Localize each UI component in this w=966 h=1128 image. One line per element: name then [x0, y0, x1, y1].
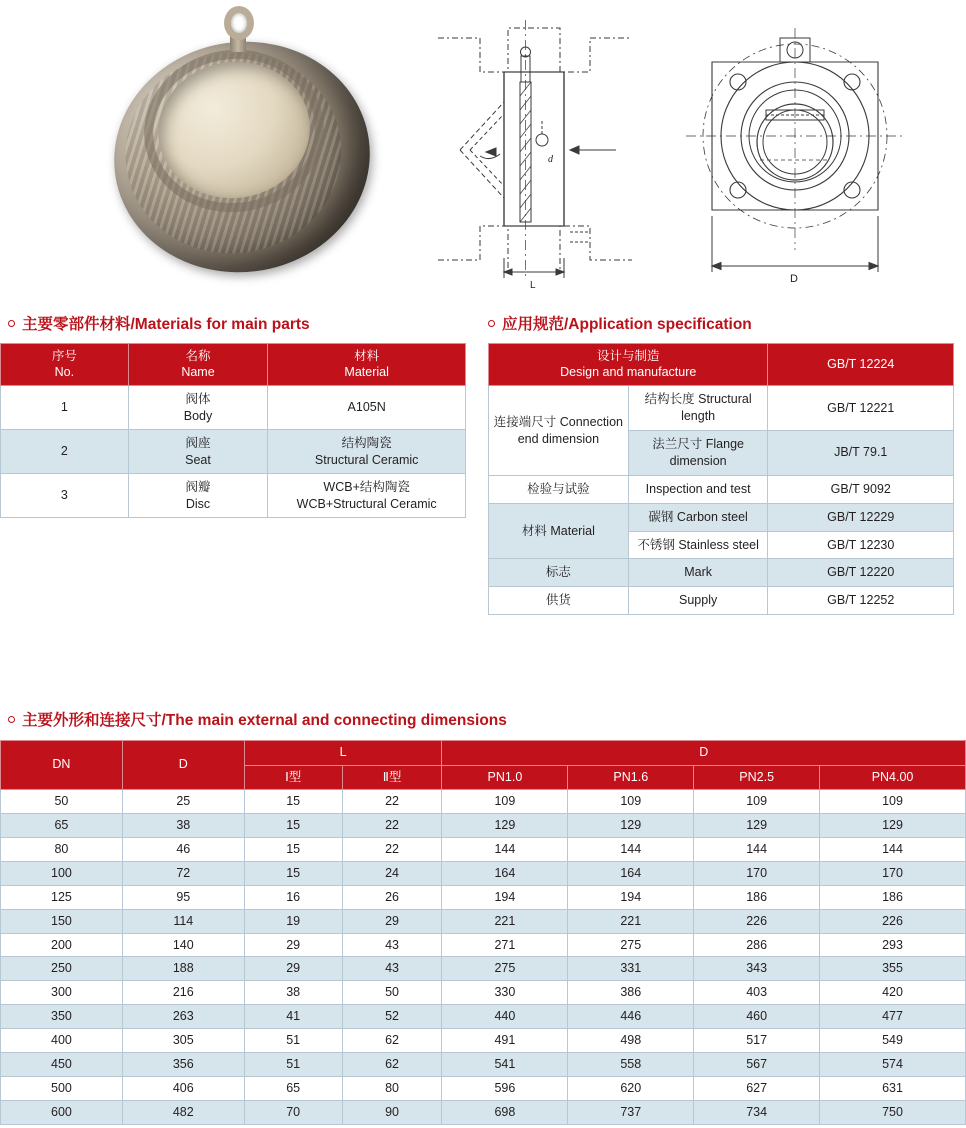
cell-flange-standard: JB/T 79.1 — [768, 431, 954, 476]
cell-material-cn: A105N — [347, 400, 386, 415]
cell-pn10: 129 — [442, 814, 568, 838]
cell-l-type2: 43 — [342, 957, 442, 981]
cell-l-type2: 22 — [342, 814, 442, 838]
dimensions-table — [0, 740, 966, 1125]
header-l-type2: Ⅱ型 — [342, 765, 442, 790]
application-heading-text: 应用规范/Application specification — [502, 316, 752, 333]
cell-l-type2: 52 — [342, 1005, 442, 1029]
cell-pn25: 460 — [694, 1005, 820, 1029]
cell-material-en: WCB+Structural Ceramic — [296, 496, 437, 511]
cell-no: 3 — [1, 474, 129, 518]
cell-name-cn: 阀瓣 — [185, 479, 211, 494]
table-row — [1, 790, 966, 814]
section-dim-d-label: d — [548, 154, 553, 165]
header-dn: DN — [1, 741, 123, 790]
cell-dn: 200 — [1, 933, 123, 957]
application-specification-table — [488, 343, 954, 615]
header-d-small: D — [122, 741, 244, 790]
cell-l-type2: 24 — [342, 861, 442, 885]
cell-l-type2: 43 — [342, 933, 442, 957]
table-row — [1, 981, 966, 1005]
dimensions-section-heading — [8, 708, 507, 730]
cell-mark-en: Mark — [628, 559, 768, 587]
cell-l-type1: 41 — [244, 1005, 342, 1029]
table-row — [1, 386, 466, 430]
cell-d-small: 216 — [122, 981, 244, 1005]
cell-pn16: 275 — [568, 933, 694, 957]
cell-pn40: 144 — [820, 838, 966, 862]
cell-d-small: 188 — [122, 957, 244, 981]
cell-pn25: 403 — [694, 981, 820, 1005]
header-name — [128, 344, 268, 386]
header-design-en: Design and manufacture — [560, 364, 697, 379]
cell-pn25: 186 — [694, 885, 820, 909]
cell-pn16: 446 — [568, 1005, 694, 1029]
cell-d-small: 95 — [122, 885, 244, 909]
section-drawing — [420, 10, 650, 295]
cell-flange-dimension — [628, 431, 768, 476]
cell-l-type2: 22 — [342, 790, 442, 814]
cell-pn16: 129 — [568, 814, 694, 838]
cell-connection-en: Connection end dimension — [517, 414, 623, 446]
cell-d-small: 140 — [122, 933, 244, 957]
table-row — [1, 474, 466, 518]
cell-pn40: 420 — [820, 981, 966, 1005]
cell-carbon-en: Carbon steel — [676, 509, 748, 524]
cell-material — [268, 430, 466, 474]
cell-l-type1: 15 — [244, 790, 342, 814]
dimensions-heading-text: 主要外形和连接尺寸/The main external and connecting dimensions — [22, 712, 507, 729]
cell-dn: 400 — [1, 1029, 123, 1053]
cell-l-type2: 29 — [342, 909, 442, 933]
table-row — [1, 933, 966, 957]
cell-pn40: 170 — [820, 861, 966, 885]
cell-stainless-standard: GB/T 12230 — [768, 531, 954, 559]
cell-pn40: 574 — [820, 1052, 966, 1076]
cell-l-type2: 62 — [342, 1029, 442, 1053]
cell-inspection-cn: 检验与试验 — [489, 475, 629, 503]
cell-carbon-standard: GB/T 12229 — [768, 503, 954, 531]
table-row — [1, 1100, 966, 1124]
cell-pn16: 221 — [568, 909, 694, 933]
cell-flange-en: Flange dimension — [669, 437, 744, 468]
cell-pn16: 144 — [568, 838, 694, 862]
section-dim-L-label: L — [530, 280, 536, 290]
header-no — [1, 344, 129, 386]
product-images — [0, 0, 966, 292]
cell-pn10: 194 — [442, 885, 568, 909]
cell-pn10: 109 — [442, 790, 568, 814]
cell-pn16: 386 — [568, 981, 694, 1005]
cell-mark-standard: GB/T 12220 — [768, 559, 954, 587]
cell-dn: 125 — [1, 885, 123, 909]
header-pn25: PN2.5 — [694, 765, 820, 790]
cell-dn: 150 — [1, 909, 123, 933]
cell-structural-cn: 结构长度 — [644, 392, 695, 407]
cell-pn25: 129 — [694, 814, 820, 838]
cell-l-type1: 15 — [244, 838, 342, 862]
cell-pn25: 627 — [694, 1076, 820, 1100]
table-row — [1, 909, 966, 933]
cell-connection-end — [489, 386, 629, 476]
cell-pn40: 355 — [820, 957, 966, 981]
header-d-group: D — [442, 741, 966, 766]
cell-name — [128, 386, 268, 430]
cell-dn: 350 — [1, 1005, 123, 1029]
cell-dn: 250 — [1, 957, 123, 981]
header-l-group: L — [244, 741, 442, 766]
table-header-row — [489, 344, 954, 386]
header-material-cn: 材料 — [354, 349, 380, 363]
cell-pn10: 144 — [442, 838, 568, 862]
cell-name-cn: 阀体 — [185, 391, 211, 406]
table-row — [1, 1029, 966, 1053]
cell-l-type1: 16 — [244, 885, 342, 909]
cell-pn16: 164 — [568, 861, 694, 885]
table-row — [1, 814, 966, 838]
header-pn40: PN4.00 — [820, 765, 966, 790]
cell-dn: 600 — [1, 1100, 123, 1124]
cell-dn: 300 — [1, 981, 123, 1005]
cell-structural-en: Structural length — [681, 392, 752, 424]
cell-pn25: 517 — [694, 1029, 820, 1053]
front-dim-D-label: D — [790, 273, 798, 285]
table-row — [1, 430, 466, 474]
front-view-drawing — [660, 10, 930, 295]
cell-material-cn: WCB+结构陶瓷 — [323, 479, 410, 494]
cell-stainless-en: Stainless steel — [678, 537, 759, 552]
cell-pn10: 541 — [442, 1052, 568, 1076]
cell-l-type2: 62 — [342, 1052, 442, 1076]
header-name-cn: 名称 — [185, 349, 211, 363]
cell-l-type2: 22 — [342, 838, 442, 862]
cell-pn16: 558 — [568, 1052, 694, 1076]
cell-material — [489, 503, 629, 559]
table-header-row — [1, 344, 466, 386]
cell-pn10: 221 — [442, 909, 568, 933]
cell-stainless-steel — [628, 531, 768, 559]
cell-connection-cn: 连接端尺寸 — [493, 414, 557, 429]
table-row — [489, 559, 954, 587]
cell-pn40: 750 — [820, 1100, 966, 1124]
cell-pn16: 109 — [568, 790, 694, 814]
table-row — [1, 957, 966, 981]
cell-no: 2 — [1, 430, 129, 474]
cell-name — [128, 474, 268, 518]
header-l-type1: Ⅰ型 — [244, 765, 342, 790]
bullet-icon — [488, 320, 495, 327]
cell-pn25: 343 — [694, 957, 820, 981]
table-row — [489, 587, 954, 615]
cell-material — [268, 386, 466, 430]
cell-d-small: 38 — [122, 814, 244, 838]
cell-l-type1: 65 — [244, 1076, 342, 1100]
cell-pn10: 596 — [442, 1076, 568, 1100]
cell-pn10: 271 — [442, 933, 568, 957]
materials-section-heading — [8, 312, 310, 334]
header-design-standard — [768, 344, 954, 386]
cell-pn40: 109 — [820, 790, 966, 814]
cell-material — [268, 474, 466, 518]
table-header-row — [1, 741, 966, 766]
cell-d-small: 263 — [122, 1005, 244, 1029]
cell-dn: 65 — [1, 814, 123, 838]
cell-pn40: 186 — [820, 885, 966, 909]
table-row — [489, 386, 954, 431]
header-design-manufacture — [489, 344, 768, 386]
header-material — [268, 344, 466, 386]
cell-d-small: 305 — [122, 1029, 244, 1053]
cell-d-small: 406 — [122, 1076, 244, 1100]
cell-stainless-cn: 不锈钢 — [637, 537, 675, 552]
header-pn16: PN1.6 — [568, 765, 694, 790]
cell-d-small: 356 — [122, 1052, 244, 1076]
cell-name-en: Seat — [185, 452, 211, 467]
cell-pn25: 109 — [694, 790, 820, 814]
cell-pn25: 567 — [694, 1052, 820, 1076]
header-material-en: Material — [344, 364, 389, 379]
valve-photo — [96, 0, 396, 290]
cell-pn40: 129 — [820, 814, 966, 838]
cell-pn25: 144 — [694, 838, 820, 862]
cell-mark-cn: 标志 — [489, 559, 629, 587]
table-row — [1, 838, 966, 862]
cell-pn16: 498 — [568, 1029, 694, 1053]
cell-carbon-cn: 碳钢 — [648, 509, 674, 524]
valve-lifting-eye — [224, 6, 254, 40]
cell-structural-standard: GB/T 12221 — [768, 386, 954, 431]
cell-pn25: 170 — [694, 861, 820, 885]
cell-l-type1: 15 — [244, 814, 342, 838]
cell-pn10: 164 — [442, 861, 568, 885]
cell-pn25: 226 — [694, 909, 820, 933]
cell-pn10: 275 — [442, 957, 568, 981]
cell-l-type2: 80 — [342, 1076, 442, 1100]
cell-flange-cn: 法兰尺寸 — [652, 437, 703, 451]
cell-pn10: 491 — [442, 1029, 568, 1053]
cell-inspection-standard: GB/T 9092 — [768, 475, 954, 503]
cell-l-type1: 29 — [244, 933, 342, 957]
cell-name-cn: 阀座 — [185, 435, 211, 450]
header-design-std: GB/T 12224 — [827, 356, 895, 371]
table-row — [489, 475, 954, 503]
cell-supply-en: Supply — [628, 587, 768, 615]
header-pn10: PN1.0 — [442, 765, 568, 790]
cell-dn: 80 — [1, 838, 123, 862]
table-row — [1, 885, 966, 909]
cell-d-small: 72 — [122, 861, 244, 885]
cell-pn25: 734 — [694, 1100, 820, 1124]
cell-pn16: 620 — [568, 1076, 694, 1100]
cell-name — [128, 430, 268, 474]
cell-structural-length — [628, 386, 768, 431]
cell-pn16: 331 — [568, 957, 694, 981]
materials-table — [0, 343, 466, 518]
cell-pn25: 286 — [694, 933, 820, 957]
cell-l-type1: 19 — [244, 909, 342, 933]
cell-l-type1: 51 — [244, 1029, 342, 1053]
cell-l-type1: 15 — [244, 861, 342, 885]
cell-d-small: 482 — [122, 1100, 244, 1124]
table-row — [1, 1076, 966, 1100]
cell-d-small: 25 — [122, 790, 244, 814]
cell-pn10: 440 — [442, 1005, 568, 1029]
cell-l-type2: 26 — [342, 885, 442, 909]
cell-pn40: 293 — [820, 933, 966, 957]
cell-pn40: 477 — [820, 1005, 966, 1029]
cell-carbon-steel — [628, 503, 768, 531]
header-name-en: Name — [181, 364, 215, 379]
cell-material-en: Structural Ceramic — [314, 452, 419, 467]
cell-material-cn: 材料 — [521, 523, 547, 538]
cell-dn: 450 — [1, 1052, 123, 1076]
cell-l-type1: 70 — [244, 1100, 342, 1124]
cell-l-type1: 51 — [244, 1052, 342, 1076]
table-row — [1, 1052, 966, 1076]
cell-inspection-en: Inspection and test — [628, 475, 768, 503]
cell-pn16: 194 — [568, 885, 694, 909]
cell-l-type2: 90 — [342, 1100, 442, 1124]
cell-pn16: 737 — [568, 1100, 694, 1124]
cell-pn10: 698 — [442, 1100, 568, 1124]
cell-supply-cn: 供货 — [489, 587, 629, 615]
cell-pn40: 549 — [820, 1029, 966, 1053]
cell-dn: 500 — [1, 1076, 123, 1100]
materials-heading-text: 主要零部件材料/Materials for main parts — [22, 316, 310, 333]
cell-name-en: Disc — [185, 496, 211, 511]
cell-name-en: Body — [183, 408, 213, 423]
cell-l-type1: 29 — [244, 957, 342, 981]
header-design-cn: 设计与制造 — [596, 349, 660, 363]
bullet-icon — [8, 320, 15, 327]
cell-pn40: 226 — [820, 909, 966, 933]
cell-supply-standard: GB/T 12252 — [768, 587, 954, 615]
application-section-heading — [488, 312, 752, 334]
cell-pn40: 631 — [820, 1076, 966, 1100]
cell-pn10: 330 — [442, 981, 568, 1005]
cell-l-type2: 50 — [342, 981, 442, 1005]
cell-dn: 50 — [1, 790, 123, 814]
cell-d-small: 114 — [122, 909, 244, 933]
header-no-en: No. — [54, 364, 75, 379]
table-row — [1, 1005, 966, 1029]
cell-dn: 100 — [1, 861, 123, 885]
bullet-icon — [8, 716, 15, 723]
cell-material-en: Material — [550, 523, 595, 538]
cell-material-cn: 结构陶瓷 — [341, 435, 392, 450]
header-no-cn: 序号 — [51, 349, 77, 363]
table-row — [1, 861, 966, 885]
table-row — [489, 503, 954, 531]
cell-no: 1 — [1, 386, 129, 430]
cell-d-small: 46 — [122, 838, 244, 862]
cell-l-type1: 38 — [244, 981, 342, 1005]
